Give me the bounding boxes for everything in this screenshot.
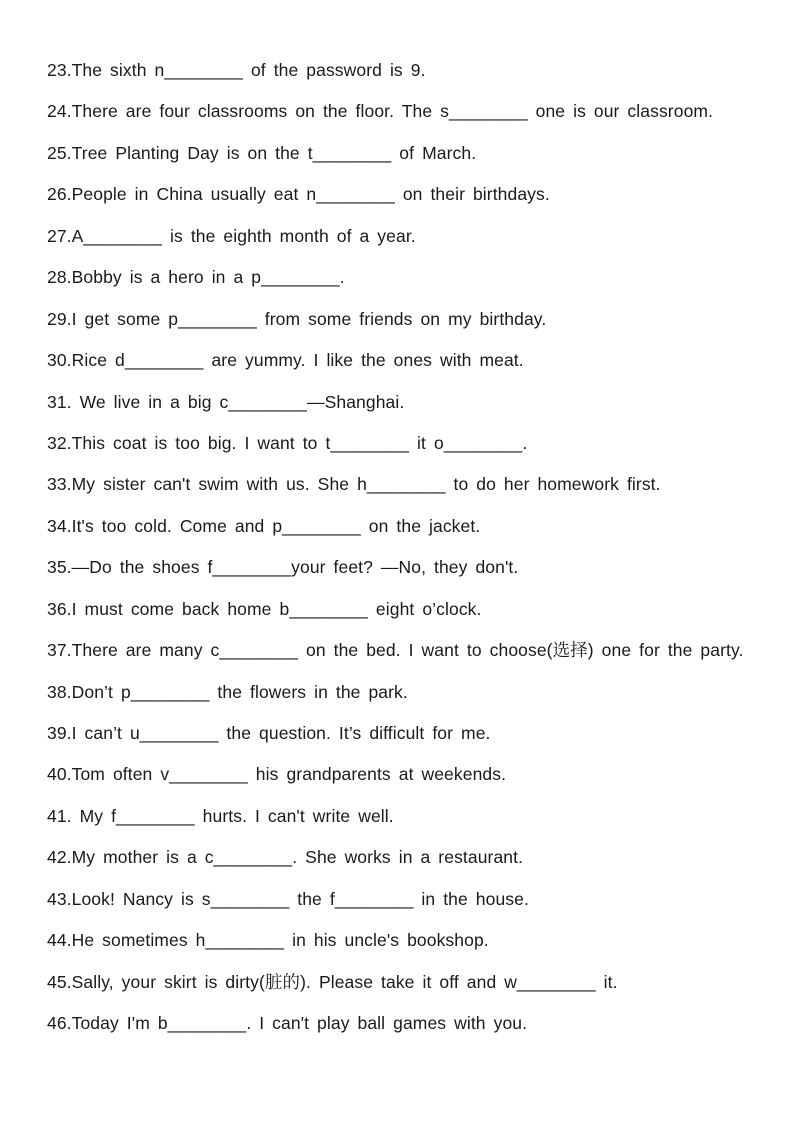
question-28: 28.Bobby is a hero in a p________. xyxy=(47,267,345,288)
question-46: 46.Today I'm b________. I can't play ball games with you. xyxy=(47,1013,528,1034)
question-31: 31. We live in a big c________—Shanghai. xyxy=(47,391,405,412)
question-34: 34.It's too cold. Come and p________ on the jacket. xyxy=(47,515,481,536)
question-30: 30.Rice d________ are yummy. I like the ones with meat. xyxy=(47,350,524,371)
question-43: 43.Look! Nancy is s________ the f________ in the house. xyxy=(47,888,529,909)
question-29: 29.I get some p________ from some friends on my birthday. xyxy=(47,308,547,329)
question-36: 36.I must come back home b________ eight o’clock. xyxy=(47,598,482,619)
question-38: 38.Don’t p________ the flowers in the park. xyxy=(47,681,408,702)
question-32: 32.This coat is too big. I want to t________ it o________. xyxy=(47,432,528,453)
question-23: 23.The sixth n________ of the password is 9. xyxy=(47,60,426,80)
question-24: 24.There are four classrooms on the floor. The s________ one is our classroom. xyxy=(47,101,714,122)
question-26: 26.People in China usually eat n________ on their birthdays. xyxy=(47,184,550,205)
question-45: 45.Sally, your skirt is dirty(脏的). Please take it off and w________ it. xyxy=(47,971,618,992)
question-40: 40.Tom often v________ his grandparents at weekends. xyxy=(47,764,507,785)
question-33: 33.My sister can't swim with us. She h________ to do her homework first. xyxy=(47,474,661,495)
question-27: 27.A________ is the eighth month of a year. xyxy=(47,225,416,246)
question-37: 37.There are many c________ on the bed. I want to choose(选择) one for the party. xyxy=(47,640,744,661)
question-42: 42.My mother is a c________. She works in a restaurant. xyxy=(47,847,524,868)
question-35: 35.—Do the shoes f________your feet? —No, they don't. xyxy=(47,557,519,578)
question-41: 41. My f________ hurts. I can't write well. xyxy=(47,805,394,826)
question-25: 25.Tree Planting Day is on the t________ of March. xyxy=(47,142,477,163)
question-39: 39.I can’t u________ the question. It’s difficult for me. xyxy=(47,723,491,743)
question-list xyxy=(47,56,787,1051)
question-44: 44.He sometimes h________ in his uncle's bookshop. xyxy=(47,930,489,951)
